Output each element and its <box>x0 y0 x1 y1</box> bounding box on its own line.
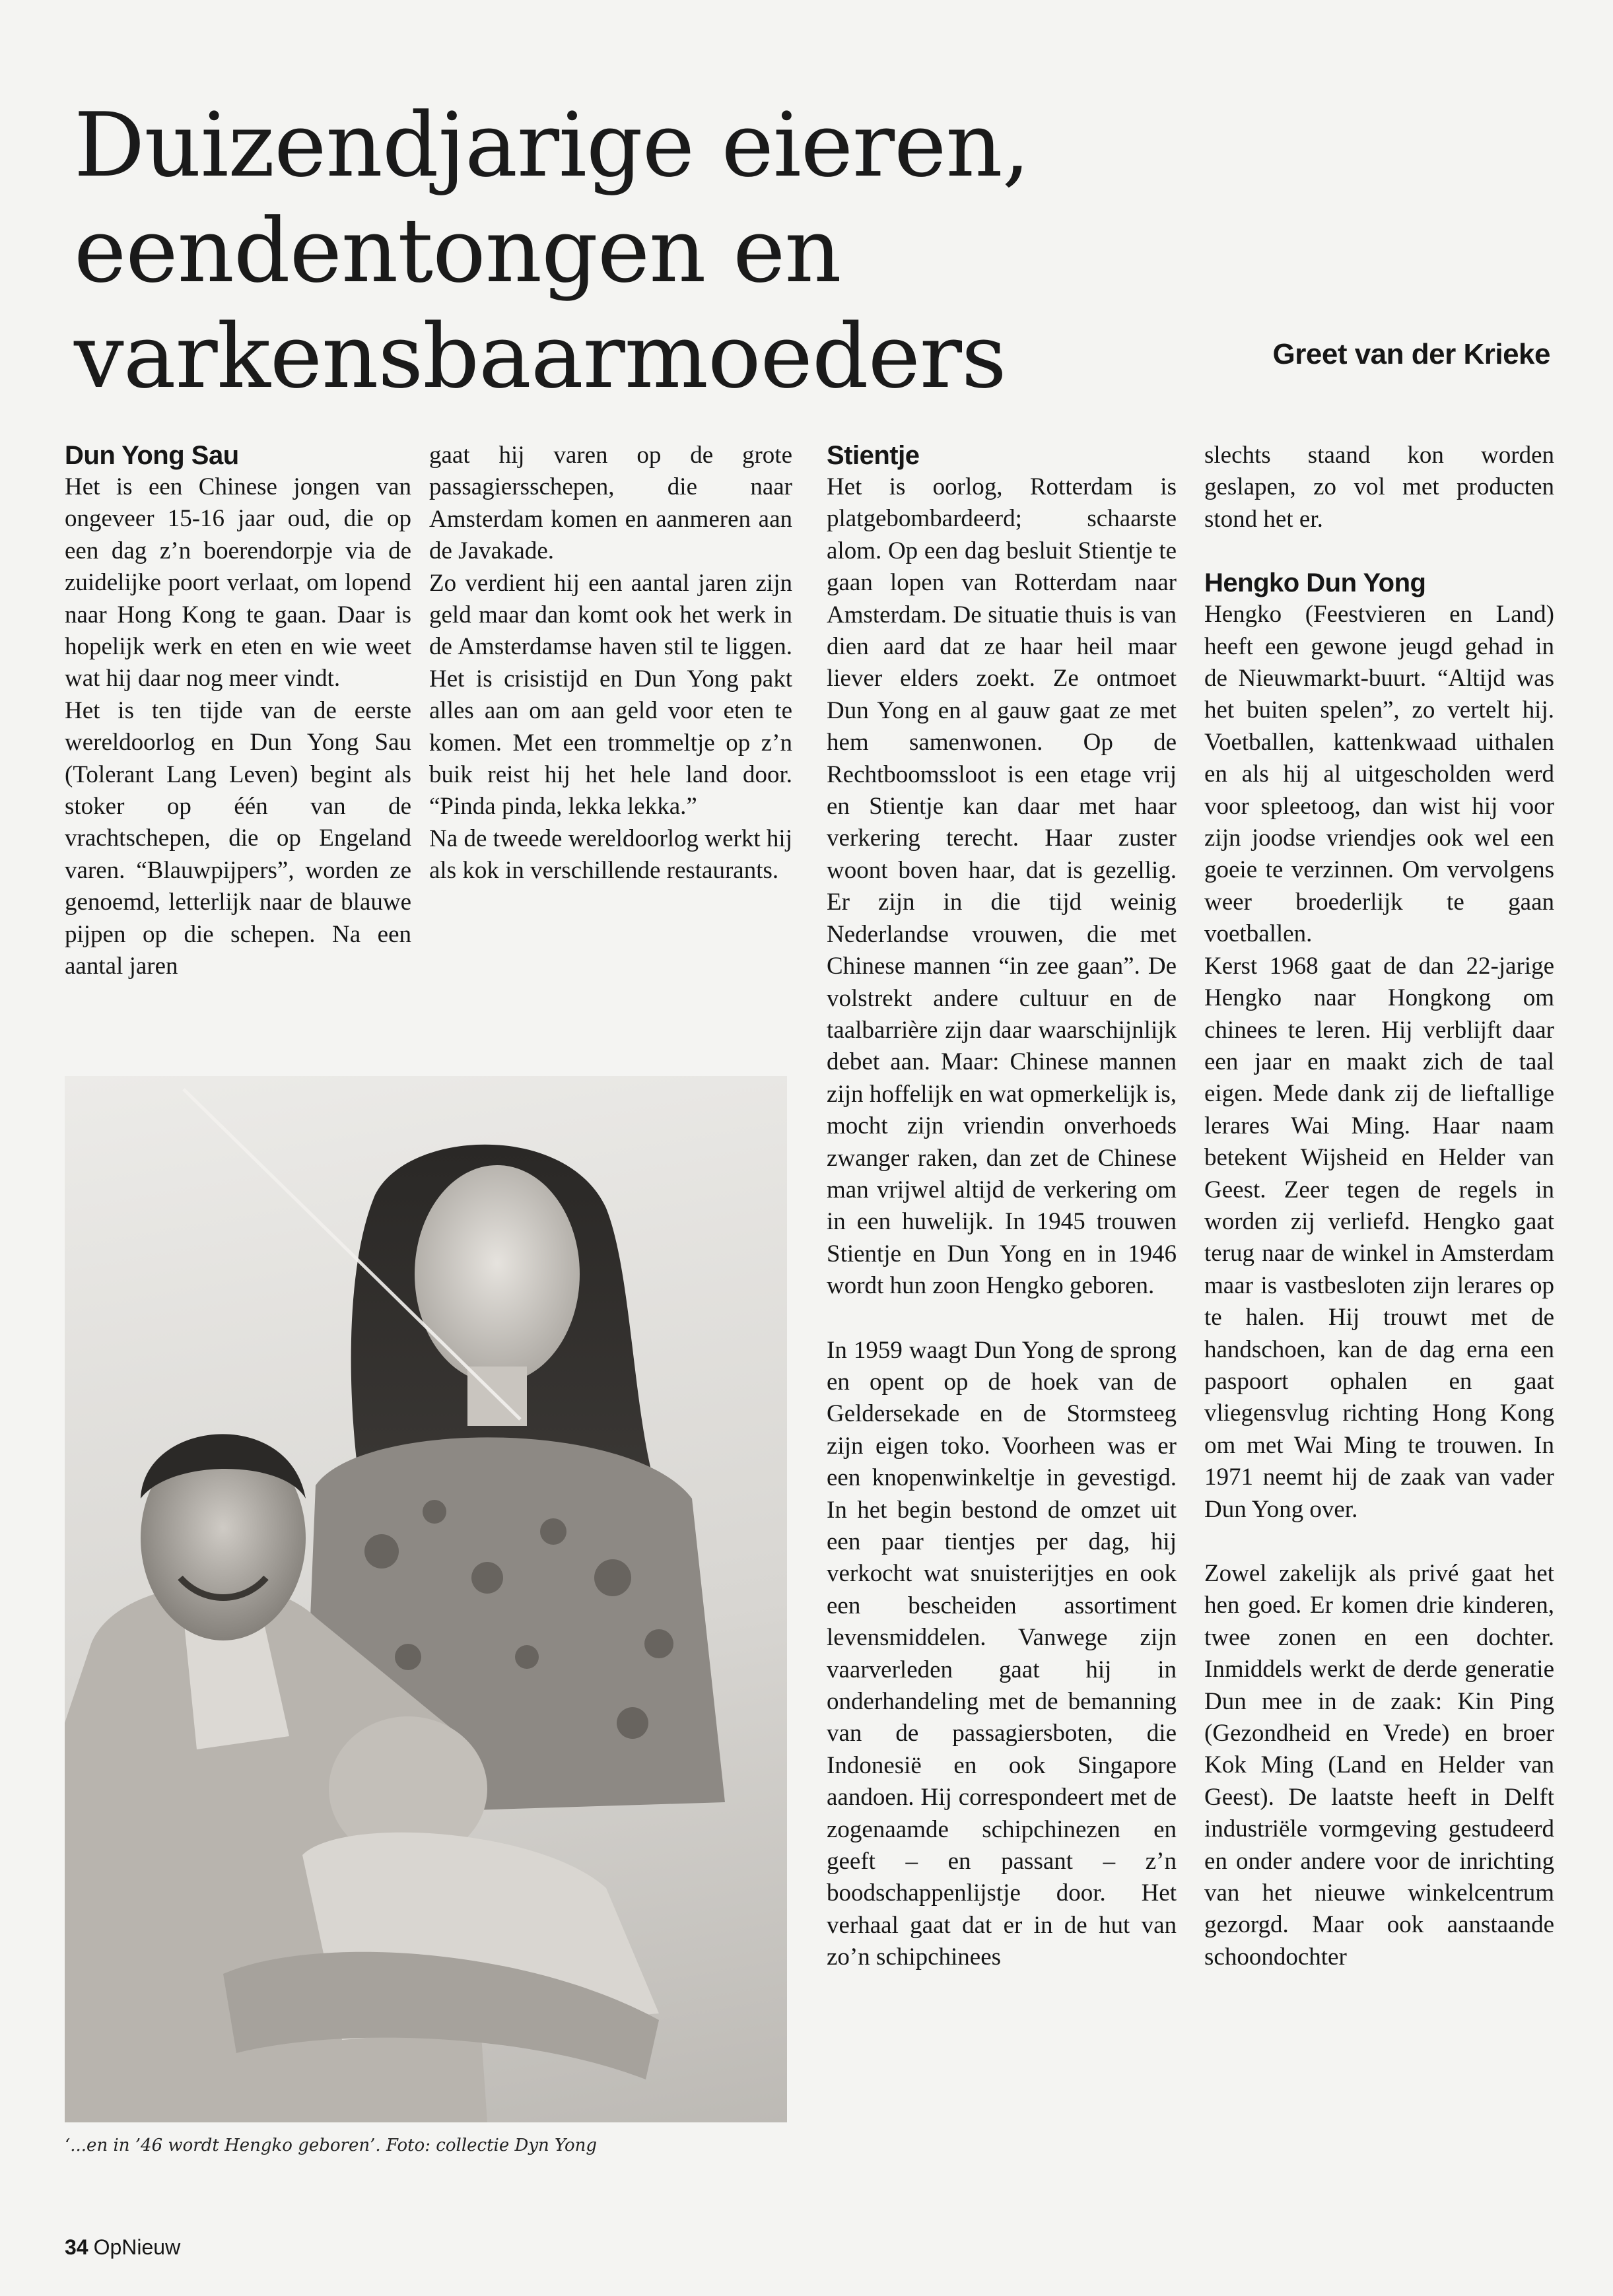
paragraph: Het is ten tijde van de eerste wereldoorlog en Dun Yong Sau (Tolerant Lang Leven) begint als stoker op één van de vrachtschepen, die op Engeland varen. “Blauwpijpers”, worden ze genoemd, letterlijk naar de blauwe pijpen op die schepen. Na een aantal jaren <box>65 696 411 980</box>
column-4 <box>1204 440 1554 1973</box>
page-number: 34 <box>65 2235 88 2259</box>
article-title: Duizendjarige eieren, eendentongen en varkensbaarmoeders <box>74 94 1030 408</box>
paragraph: Hengko (Feestvieren en Land) heeft een gewone jeugd gehad in de Nieuwmarkt-buurt. “Altijd was het buiten spelen”, zo vertelt hij. Voetballen, kattenkwaad uithalen en als hij al uitgescholden werd voor spleetoog, dan wist hij voor zijn joodse vriendjes ook wel een goeie te verzinnen. Om vervolgens weer broederlijk te gaan voetballen. <box>1204 601 1554 948</box>
paragraph: Kerst 1968 gaat de dan 22-jarige Hengko naar Hongkong om chinees te leren. Hij verblijft daar een jaar en maakt zich de taal eigen. Mede dank zij de lieftallige lerares Wai Ming. Haar naam betekent Wijsheid en Helder van Geest. Zeer tegen de regels in worden zij verliefd. Hengko gaat terug naar de winkel in Amsterdam maar is vastbesloten zijn lerares op te halen. Hij trouwt met de handschoen, kan de dag erna een paspoort ophalen en gaat vliegensvlug richting Hong Kong om met Wai Ming te trouwen. In 1971 neemt hij de zaak van vader Dun Yong over. <box>1204 952 1554 1523</box>
paragraph: Zowel zakelijk als privé gaat het hen goed. Er komen drie kinderen, twee zonen en een dochter. Inmiddels werkt de derde generatie Dun mee in de zaak: Kin Ping (Gezondheid en Vrede) en broer Kok Ming (Land en Helder van Geest). De laatste heeft in Delft industriële vormgeving gestudeerd en onder andere voor de inrichting van het nieuwe winkelcentrum gezorgd. Maar ook aanstaande schoondochter <box>1204 1560 1554 1971</box>
photo-caption: ‘...en in ’46 wordt Hengko geboren’. Foto: collectie Dyn Yong <box>65 2136 597 2155</box>
page-footer <box>65 2235 180 2260</box>
woman-face <box>415 1165 580 1383</box>
section-heading-hengko-dun-yong: Hengko Dun Yong <box>1204 568 1426 598</box>
magazine-name: OpNieuw <box>93 2235 181 2259</box>
paragraph: Het is een Chinese jongen van ongeveer 15-16 jaar oud, die op een dag z’n boerendorpje via de zuidelijke poort verlaat, om lopend naar Hong Kong te gaan. Daar is hopelijk werk en eten en wie weet wat hij daar nog meer vindt. <box>65 473 411 692</box>
paragraph: Het is oorlog, Rotterdam is platgebombardeerd; schaarste alom. Op een dag besluit Stientje te gaan lopen van Rotterdam naar Amsterdam. De situatie thuis is van dien aard dat ze haar heil maar liever elders zoekt. Ze ontmoet Dun Yong en al gauw gaat ze met hem samenwonen. Op de Rechtboomssloot is een etage vrij en Stientje kan daar met haar verkering terecht. Haar zuster woont boven haar, dat is gezellig. Er zijn in die tijd weinig Nederlandse vrouwen, die met Chinese mannen “in zee gaan”. De volstrekt andere cultuur en de taalbarrière zijn daar waarschijnlijk debet aan. Maar: Chinese mannen zijn hoffelijk en wat opmerkelijk is, mocht zijn vriendin onverhoeds zwanger raken, dan zet de Chinese man vrijwel altijd de verkering om in een huwelijk. In 1945 trouwen Stientje en Dun Yong en in 1946 wordt hun zoon Hengko geboren. <box>827 473 1177 1300</box>
paragraph: slechts staand kon worden geslapen, zo vol met producten stond het er. <box>1204 442 1554 533</box>
paragraph: gaat hij varen op de grote passagiersschepen, die naar Amsterdam komen en aanmeren aan de Javakade. <box>429 442 792 565</box>
column-3 <box>827 440 1177 1974</box>
author-name: Greet van der Krieke <box>1272 338 1550 370</box>
paragraph: Na de tweede wereldoorlog werkt hij als kok in verschillende restaurants. <box>429 825 792 885</box>
column-1 <box>65 440 411 983</box>
family-photo <box>65 1076 787 2122</box>
section-heading-stientje: Stientje <box>827 441 920 470</box>
paragraph: In 1959 waagt Dun Yong de sprong en opent op de hoek van de Geldersekade en de Stormsteeg zijn eigen toko. Voorheen was er een knopenwinkeltje in gevestigd. In het begin bestond de omzet uit een paar tientjes per dag, hij verkocht wat snuisterijtjes en ook een bescheiden assortiment levensmiddelen. Vanwege zijn vaarverleden gaat hij in onderhandeling met de bemanning van de passagiersboten, die Indonesië en ook Singapore aandoen. Hij correspondeert met de zogenaamde schipchinezen en geeft – en passant – z’n boodschappenlijstje door. Het verhaal gaat dat er in de hut van zo’n schipchinees <box>827 1336 1177 1971</box>
column-2 <box>429 440 792 887</box>
section-heading-dun-yong-sau: Dun Yong Sau <box>65 441 239 470</box>
paragraph: Zo verdient hij een aantal jaren zijn geld maar dan komt ook het werk in de Amsterdamse haven stil te liggen. Het is crisistijd en Dun Yong pakt alles aan om aan geld voor eten te komen. Met een trommeltje op z’n buik reist hij het hele land door. “Pinda pinda, lekka lekka.” <box>429 569 792 821</box>
